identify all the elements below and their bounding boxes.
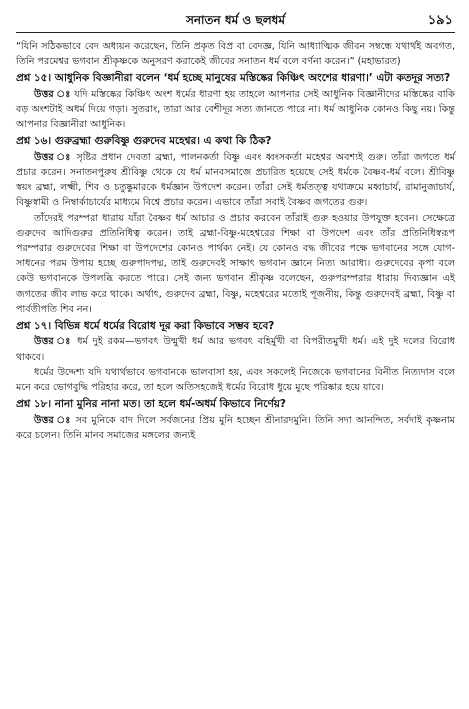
answer-text: সব মুনিকে বাদ দিলে সর্বজনের প্রিয় মুনি হচ্ছেন শ্রীনারদমুনি। তিনি সদা আনন্দিত, সর্বদাই কৃষ্ণনাম করে চলেন। তিনি মানব সমাজের মঙ্গলের জন্যই — [16, 414, 455, 441]
body-paragraph: ধর্মের উদ্দেশ্য যদি যথার্থভাবে ভগবানকে ভালবাসা হয়, এবং সকলেই নিজেকে ভগবানের বিনীত নিত্যদাস বলে মনে করে ভোগবুদ্ধি পরিহার করে, তা হলে অতিসহজেই ধর্মের বিরোধ ধুয়ে মুছে পরিষ্কার হয়ে যাবে। — [16, 366, 455, 394]
question-number: প্রশ্ন ১৭। — [16, 320, 52, 333]
question-number: প্রশ্ন ১৫। — [16, 72, 52, 85]
answer-16 — [16, 150, 455, 211]
answer-text: যদি মস্তিষ্কের কিঞ্চিৎ অংশ ধর্মের ধারণা হয় তাহলে আপনার সেই আধুনিক বিজ্ঞানীদের মস্তিষ্কের বাকি বড় অংশটাই অধর্ম দিয়ে গড়া। সুতরাং, তারা আর বেশীদূর সত্য জানতে পারে না। ধর্ম আধুনিক কোনও কিছু নয়। কিন্তু আপনার বিজ্ঞানীরা আধুনিক। — [16, 88, 455, 131]
body-paragraph: তাঁদেরই পরম্পরা ধারায় যাঁরা বৈষ্ণব ধর্ম আচার ও প্রচার করবেন তাঁরাই গুরু হওয়ার উপযুক্ত হবেন। সেক্ষেত্রে গুরুদেব আদিগুরুর প্রতিনিধিত্ব করেন। তাই ব্রহ্মা-বিষ্ণু-মহেশ্বরের শিক্ষা বা উপদেশ এবং তাঁর প্রতিনিধিস্বরূপ পরম্পরার গুরুদেবের শিক্ষা বা উপদেশের কোনও পার্থক্য নেই। যে কোনও বদ্ধ জীবের পক্ষে ভগবানের সঙ্গে যোগ-সাধনের পরম উপায় হচ্ছে গুরুপাদপদ্ম, তাই গুরুদেবই সাক্ষাৎ ভগবান জ্ঞানে নিত্য আরাধ্য। গুরুদেবের কৃপা বলে কেউ ভগবানকে উপলব্ধি করতে পারে। সেই জন্য ভগবান শ্রীকৃষ্ণ বলেছেন, গুরুপরম্পরার ধারায় দিব্যজ্ঞান এই জগতের জীব লাভ করে থাকে। অর্থাৎ, গুরুদেব ব্রহ্মা, বিষ্ণু, মহেশ্বরের মতোই পূজনীয়, কিন্তু গুরুদেবই ব্রহ্মা, বিষ্ণু বা পার্বতীপতি শিব নন। — [16, 212, 455, 315]
question-text: বিভিন্ন ধর্মে ধর্মের বিরোধ দূর করা কিভাবে সম্ভব হবে? — [54, 320, 275, 333]
question-16 — [16, 134, 455, 149]
question-text: গুরুব্রহ্মা গুরুবিষ্ণু গুরুদেব মহেশ্বর। এ কথা কি ঠিক? — [54, 135, 272, 148]
answer-label: উত্তর ঃ — [34, 336, 73, 348]
answer-text: ধর্ম দুই রকম—ভগবৎ উন্মুখী ধর্ম আর ভগবৎ বহির্মুখী বা বিপরীতমুখী ধর্ম। এই দুই দলের বিরোধ থাকবে। — [16, 336, 455, 363]
question-18 — [16, 397, 455, 412]
question-number: প্রশ্ন ১৬। — [16, 135, 52, 148]
question-17 — [16, 319, 455, 334]
answer-label: উত্তর ঃ — [34, 414, 72, 426]
answer-15 — [16, 87, 455, 133]
answer-label: উত্তর ঃ — [34, 88, 71, 100]
answer-17 — [16, 334, 455, 364]
running-header — [16, 10, 455, 33]
question-15 — [16, 71, 455, 86]
answer-18 — [16, 413, 455, 443]
question-number: প্রশ্ন ১৮। — [16, 398, 52, 411]
page-number: ১৯১ — [427, 13, 453, 28]
question-text: নানা মুনির নানা মত। তা হলে ধর্ম-অধর্ম কিভাবে নির্ণেয়? — [54, 398, 286, 411]
answer-text: সৃষ্টির প্রধান দেবতা ব্রহ্মা, পালনকর্তা বিষ্ণু এবং ধ্বংসকর্তা মহেশ্বর অবশ্যই গুরু। তাঁরা জগতে ধর্ম প্রচার করেন। সনাতনপুরুষ শ্রীবিষ্ণু থেকে যে ধর্ম মানবসমাজে প্রচারিত হয়েছে সেই ধর্মকে বৈষ্ণব-ধর্ম বলে। শ্রীবিষ্ণু স্বয়ং ব্রহ্মা, লক্ষ্মী, শিব ও চতুষ্কুমারকে ধর্মজ্ঞান উপদেশ করেন। তাঁরা সেই ধর্মতত্ত্ব যথাক্রমে মধ্বাচার্য, রামানুজাচার্য, বিষ্ণুস্বামী ও নিম্বার্কাচার্যের মাধ্যমে বিশ্বে প্রচার করেন। এভাবে তাঁরা সবাই বৈষ্ণব জগতের গুরু। — [16, 151, 455, 209]
quote-paragraph: “যিনি সঠিকভাবে বেদ অধ্যয়ন করেছেন, তিনি প্রকৃত বিপ্র বা বেদজ্ঞ, যিনি আধ্যাত্মিক জীবন সম্বন্ধে যথার্থই অবগত, তিনি পরমেশ্বর ভগবান শ্রীকৃষ্ণকে অনুসরণ করাকেই জীবের সনাতন ধর্ম বলে বর্ণনা করেন।” (মহাভারত) — [16, 41, 455, 68]
answer-label: উত্তর ঃ — [34, 151, 72, 163]
running-title: সনাতন ধর্ম ও ছলধর্ম — [185, 13, 286, 27]
question-text: আধুনিক বিজ্ঞানীরা বলেন ‘ধর্ম হচ্ছে মানুষের মস্তিষ্কের কিঞ্চিৎ অংশের ধারণা।’ এটা কতদূর সত্য? — [54, 72, 451, 85]
